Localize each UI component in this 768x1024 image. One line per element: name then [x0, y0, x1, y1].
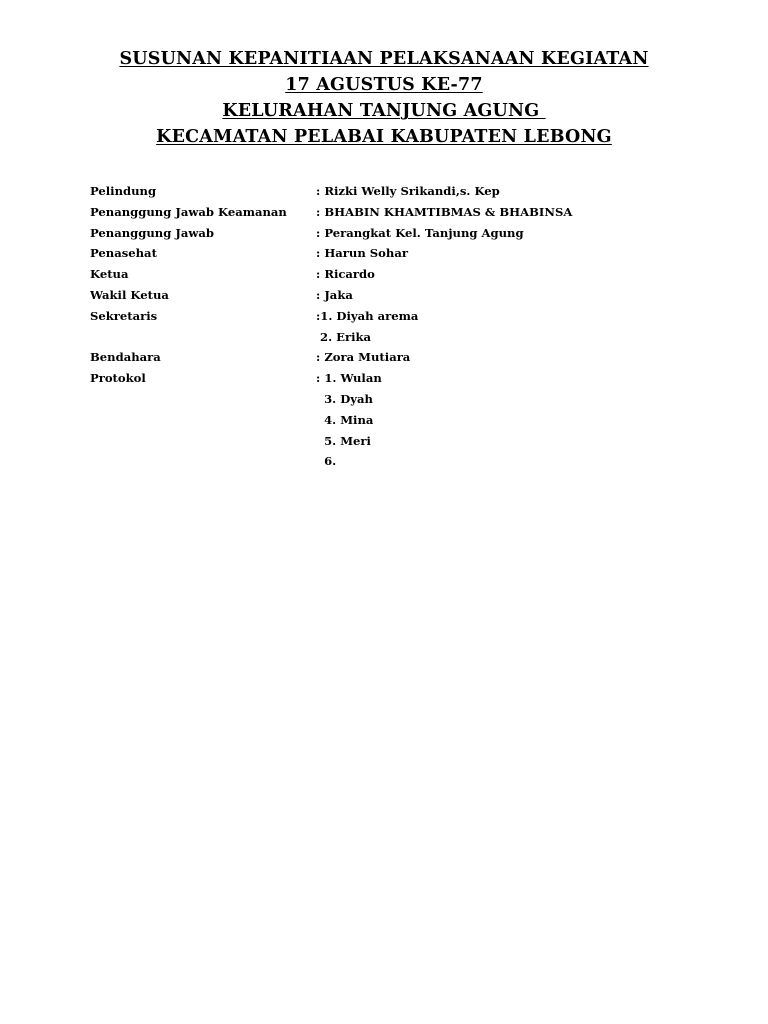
committee-row-protokol-3 — [90, 389, 710, 410]
row-value: 6. — [316, 454, 337, 469]
row-label: Penanggung Jawab Keamanan — [90, 204, 287, 219]
committee-row-pelindung — [90, 181, 710, 202]
row-value: : Zora Mutiara — [316, 350, 411, 365]
row-value: :1. Diyah arema — [316, 308, 419, 323]
row-value: : Jaka — [316, 287, 353, 302]
row-value: : BHABIN KHAMTIBMAS & BHABINSA — [316, 204, 573, 219]
committee-row-ketua — [90, 264, 710, 285]
committee-list — [90, 181, 710, 472]
title-line-4: KECAMATAN PELABAI KABUPATEN LEBONG — [156, 127, 612, 147]
committee-row-sekretaris-2 — [90, 327, 710, 348]
title-line-1: SUSUNAN KEPANITIAAN PELAKSANAAN KEGIATAN — [119, 49, 649, 69]
committee-row-protokol-5 — [90, 431, 710, 452]
committee-row-bendahara — [90, 347, 710, 368]
committee-row-penanggung-jawab — [90, 223, 710, 244]
row-label: Pelindung — [90, 184, 157, 198]
row-value: : 1. Wulan — [316, 371, 382, 386]
committee-row-wakil-ketua — [90, 285, 710, 306]
row-label: Penasehat — [90, 246, 157, 261]
row-label: Penanggung Jawab — [90, 225, 214, 240]
row-label: Bendahara — [90, 350, 161, 365]
row-value: 2. Erika — [316, 329, 372, 344]
committee-row-sekretaris — [90, 306, 710, 327]
document-title — [0, 46, 768, 150]
row-value: : Ricardo — [316, 267, 375, 282]
row-label: Wakil Ketua — [90, 287, 169, 302]
row-value: 3. Dyah — [316, 391, 373, 406]
title-line-2: 17 AGUSTUS KE-77 — [285, 75, 483, 95]
row-value: : Rizki Welly Srikandi,s. Kep — [316, 184, 500, 198]
committee-row-penasehat — [90, 243, 710, 264]
committee-row-protokol — [90, 368, 710, 389]
committee-row-protokol-4 — [90, 410, 710, 431]
title-line-3: KELURAHAN TANJUNG AGUNG — [222, 101, 546, 121]
row-value: 4. Mina — [316, 412, 374, 427]
committee-row-penanggung-jawab-keamanan — [90, 202, 710, 223]
row-value: 5. Meri — [316, 433, 371, 448]
row-label: Ketua — [90, 267, 129, 282]
row-label: Protokol — [90, 371, 146, 386]
row-label: Sekretaris — [90, 308, 158, 323]
row-value: : Perangkat Kel. Tanjung Agung — [316, 225, 524, 240]
row-value: : Harun Sohar — [316, 246, 408, 261]
committee-row-protokol-6 — [90, 451, 710, 472]
